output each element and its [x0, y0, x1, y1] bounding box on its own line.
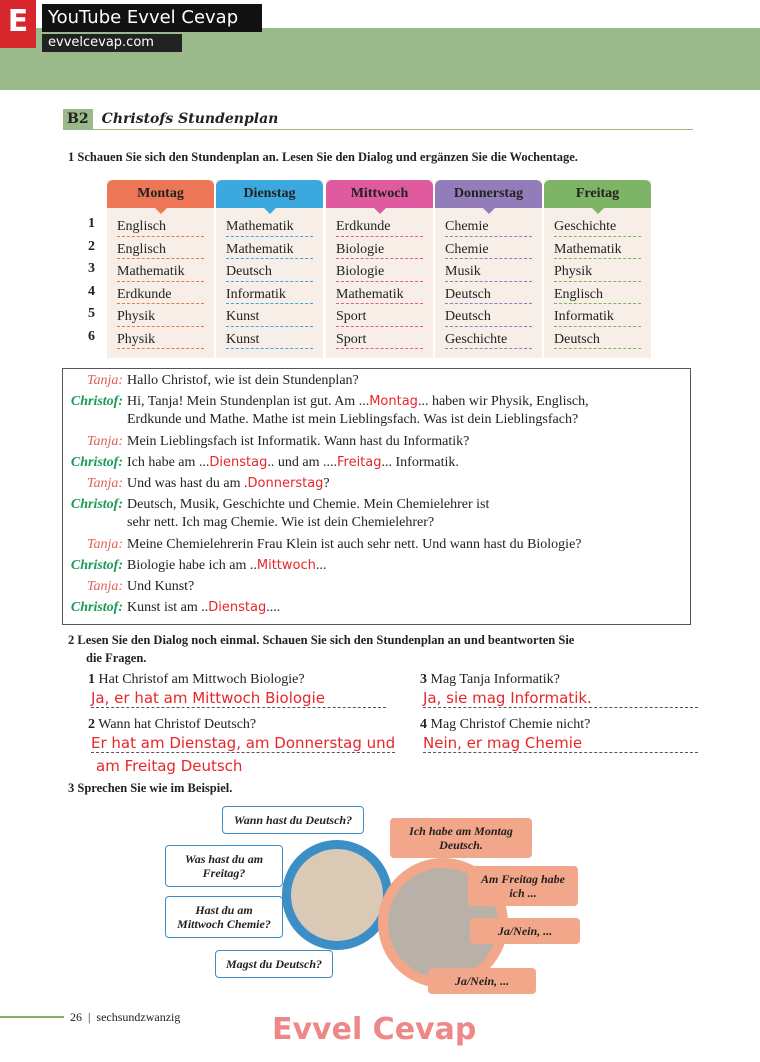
subject-cell: Chemie: [445, 237, 532, 260]
boy-photo: [282, 840, 392, 950]
dialog-text: Kunst ist am ..: [127, 600, 209, 615]
task-2-instruction: 2 Lesen Sie den Dialog noch einmal. Schauen Sie sich den Stundenplan an und beantworten Sie: [68, 633, 575, 647]
speaker-label: Tanja:: [86, 537, 123, 552]
speaker-label: Tanja:: [86, 579, 123, 594]
dialog-text: ?: [323, 476, 330, 491]
speaker-label: Tanja:: [86, 476, 123, 491]
speaker-label: Christof:: [70, 497, 123, 512]
answer-field-cont: am Freitag Deutsch: [96, 757, 243, 775]
dialog-text: ...: [315, 558, 327, 573]
dialog-line: [127, 537, 582, 553]
task-2-instruction-cont: die Fragen.: [86, 651, 147, 665]
dialog-line: [127, 434, 469, 450]
question-number: 3: [420, 672, 427, 687]
section-header: [63, 108, 693, 130]
dialog-text: Meine Chemielehrerin Frau Klein ist auch sehr nett. Und wann hast du Biologie?: [127, 537, 582, 552]
answer-field[interactable]: Ja, sie mag Informatik.: [423, 689, 698, 708]
logo-letter: E: [0, 0, 36, 48]
filled-answer: Donnerstag: [247, 476, 324, 491]
subject-cell: Biologie: [336, 259, 423, 282]
speaker-label: Christof:: [70, 394, 123, 409]
answer-field[interactable]: Er hat am Dienstag, am Donnerstag und: [91, 734, 396, 752]
dialog-text: Und was hast du am .: [127, 476, 248, 491]
question-number: 4: [420, 717, 427, 732]
dialog-box: [62, 368, 691, 625]
speech-bubble: Was hast du am Freitag?: [165, 845, 283, 887]
speech-bubble: Ich habe am Montag Deutsch.: [390, 818, 532, 858]
speech-bubble: Hast du am Mittwoch Chemie?: [165, 896, 283, 938]
day-header: Donnerstag: [435, 180, 542, 208]
filled-answer: Mittwoch: [256, 558, 316, 573]
day-header: Freitag: [544, 180, 651, 208]
logo-site: evvelcevap.com: [42, 34, 182, 52]
subject-cell: Kunst: [226, 304, 313, 327]
answer-field[interactable]: Nein, er mag Chemie: [423, 734, 698, 753]
dialog-line: [127, 579, 194, 595]
dialog-text: ... haben wir Physik, Englisch,: [417, 394, 589, 409]
task-3-instruction: 3 Sprechen Sie wie im Beispiel.: [68, 781, 233, 795]
subject-cell: Informatik: [554, 304, 641, 327]
dialog-text: Deutsch, Musik, Geschichte und Chemie. Mein Chemielehrer ist: [127, 497, 490, 512]
subject-cell: Mathematik: [226, 214, 313, 237]
dialog-line: [127, 373, 359, 389]
subject-cell: Erdkunde: [117, 282, 204, 305]
subject-cell: Geschichte: [554, 214, 641, 237]
dialog-text: .. und am ....: [267, 455, 337, 470]
question-text: Mag Tanja Informatik?: [430, 672, 560, 687]
subject-cell: Englisch: [554, 282, 641, 305]
dialog-line: [127, 600, 280, 616]
speech-bubble: Wann hast du Deutsch?: [222, 806, 364, 834]
subject-cell: Deutsch: [554, 327, 641, 350]
dialog-line-cont: Erdkunde und Mathe. Mathe ist mein Lieblingsfach. Was ist dein Lieblingsfach?: [127, 412, 579, 427]
answer-field[interactable]: Ja, er hat am Mittwoch Biologie: [91, 689, 386, 708]
footer-rule: [0, 1016, 64, 1018]
subject-cell: Mathematik: [226, 237, 313, 260]
dialog-text: Biologie habe ich am ..: [127, 558, 257, 573]
subject-cell: Biologie: [336, 237, 423, 260]
question-text: Wann hat Christof Deutsch?: [98, 717, 257, 732]
speaker-label: Tanja:: [86, 373, 123, 388]
dialog-text: Und Kunst?: [127, 579, 195, 594]
row-number: 1: [88, 216, 95, 231]
section-badge: B2: [63, 109, 93, 129]
question-number: 2: [88, 717, 95, 732]
subject-cell: Geschichte: [445, 327, 532, 350]
filled-answer: Montag: [369, 394, 418, 409]
dialog-line: [127, 476, 330, 492]
subject-cell: Deutsch: [445, 304, 532, 327]
filled-answer: Dienstag: [209, 455, 268, 470]
dialog-text: Ich habe am ...: [127, 455, 210, 470]
section-title: Christofs Stundenplan: [101, 111, 279, 127]
question: [420, 672, 560, 688]
question: [420, 717, 590, 733]
speech-bubble: Magst du Deutsch?: [215, 950, 333, 978]
footer: 26 | sechsundzwanzig: [70, 1010, 181, 1024]
speaker-label: Christof:: [70, 600, 123, 615]
day-header: Montag: [107, 180, 214, 208]
day-column-donnerstag: [435, 180, 542, 358]
subject-cell: Sport: [336, 327, 423, 350]
subject-cell: Mathematik: [336, 282, 423, 305]
watermark-bottom: Evvel Cevap: [272, 1012, 477, 1047]
subject-cell: Englisch: [117, 214, 204, 237]
subject-cell: Kunst: [226, 327, 313, 350]
speech-bubble: Ja/Nein, ...: [428, 968, 536, 994]
speech-bubble: Ja/Nein, ...: [470, 918, 580, 944]
subject-cell: Physik: [117, 304, 204, 327]
day-column-freitag: [544, 180, 651, 358]
dialog-line: [127, 497, 489, 513]
dialog-text: Hallo Christof, wie ist dein Stundenplan?: [127, 373, 359, 388]
speaker-label: Christof:: [70, 455, 123, 470]
dialog-line: [127, 455, 459, 471]
row-number: 3: [88, 261, 95, 276]
question-text: Hat Christof am Mittwoch Biologie?: [98, 672, 305, 687]
question: [88, 717, 256, 733]
row-number: 4: [88, 283, 95, 299]
day-column-mittwoch: [326, 180, 433, 358]
dialog-text: Hi, Tanja! Mein Stundenplan ist gut. Am ...: [127, 394, 370, 409]
subject-cell: Sport: [336, 304, 423, 327]
subject-cell: Deutsch: [445, 282, 532, 305]
row-number: 2: [88, 238, 95, 254]
day-column-montag: [107, 180, 214, 358]
speaker-label: Tanja:: [86, 434, 123, 449]
speaker-label: Christof:: [70, 558, 123, 573]
subject-cell: Informatik: [226, 282, 313, 305]
row-number: 6: [88, 328, 95, 344]
day-column-dienstag: [216, 180, 323, 358]
dialog-line: [127, 558, 326, 574]
question: [88, 672, 305, 688]
subject-cell: Physik: [554, 259, 641, 282]
logo-title: YouTube Evvel Cevap: [42, 4, 262, 32]
dialog-line-cont: sehr nett. Ich mag Chemie. Wie ist dein Chemielehrer?: [127, 515, 435, 530]
subject-cell: Chemie: [445, 214, 532, 237]
dialog-line: [127, 394, 589, 410]
row-number: 5: [88, 306, 95, 321]
page-number: 26: [70, 1010, 82, 1024]
watermark-logo: [0, 0, 262, 52]
day-header: Mittwoch: [326, 180, 433, 208]
dialog-text: ....: [266, 600, 281, 615]
subject-cell: Mathematik: [117, 259, 204, 282]
task-1-instruction: 1 Schauen Sie sich den Stundenplan an. Lesen Sie den Dialog und ergänzen Sie die Wochentage.: [68, 150, 578, 164]
filled-answer: Dienstag: [208, 600, 267, 615]
question-number: 1: [88, 672, 95, 687]
subject-cell: Musik: [445, 259, 532, 282]
filled-answer: Freitag: [336, 455, 382, 470]
dialog-text: Mein Lieblingsfach ist Informatik. Wann hast du Informatik?: [127, 434, 470, 449]
question-text: Mag Christof Chemie nicht?: [430, 717, 591, 732]
subject-cell: Physik: [117, 327, 204, 350]
day-header: Dienstag: [216, 180, 323, 208]
subject-cell: Deutsch: [226, 259, 313, 282]
speech-bubble: Am Freitag habe ich ...: [468, 866, 578, 906]
page-word: sechsundzwanzig: [96, 1010, 181, 1024]
subject-cell: Erdkunde: [336, 214, 423, 237]
subject-cell: Englisch: [117, 237, 204, 260]
subject-cell: Mathematik: [554, 237, 641, 260]
dialog-text: ... Informatik.: [381, 455, 459, 470]
